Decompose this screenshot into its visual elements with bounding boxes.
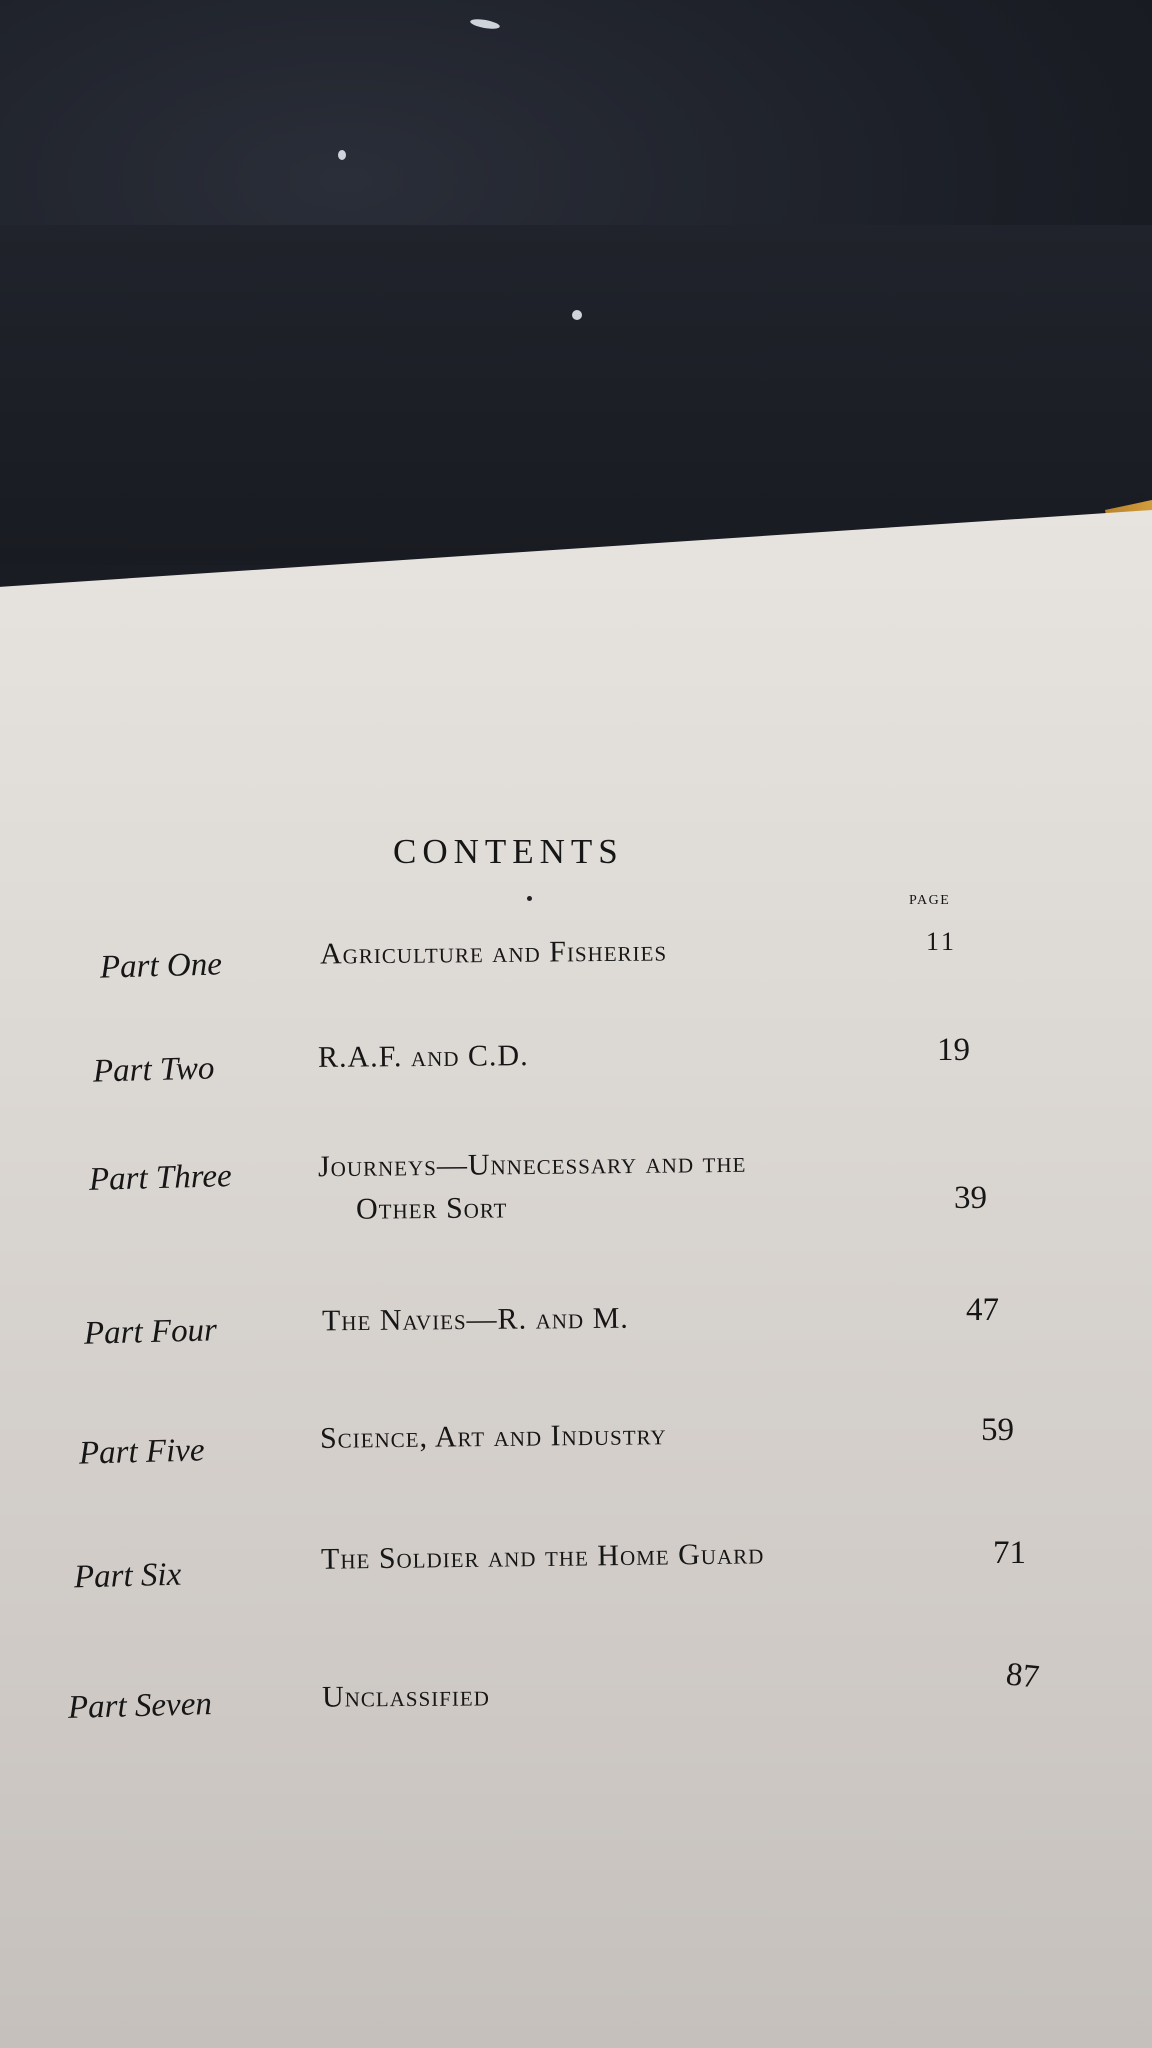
ornament-dot [527,896,532,901]
contents-heading: CONTENTS [393,832,624,871]
toc-part-label: Part Five [78,1432,205,1472]
toc-entry-title: Science, Art and Industry [319,1418,667,1455]
book-page [0,510,1152,2048]
toc-entry-title: R.A.F. and C.D. [317,1039,529,1074]
toc-page-number: 39 [954,1180,987,1216]
toc-entry-title-line1: Journeys—Unnecessary and the [317,1145,747,1184]
book-board-edge [0,225,1152,565]
toc-page-number: 19 [937,1032,970,1068]
dust-speck [572,310,582,320]
toc-page-number: 47 [966,1292,999,1328]
page-column-label: PAGE [909,893,951,908]
toc-part-label: Part One [99,946,223,986]
toc-part-label: Part Six [73,1556,182,1596]
toc-part-label: Part Two [92,1050,215,1090]
toc-entry-title: The Soldier and the Home Guard [320,1537,765,1576]
toc-part-label: Part Seven [67,1686,213,1726]
toc-part-label: Part Four [83,1312,218,1352]
toc-entry-title-line2: Other Sort [355,1191,508,1226]
toc-entry-title: The Navies—R. and M. [321,1301,629,1338]
toc-page-number: 11 [926,927,958,956]
toc-page-number: 59 [981,1412,1014,1448]
toc-entry-title: Unclassified [321,1679,490,1714]
toc-page-number: 87 [1004,1656,1041,1696]
toc-page-number: 71 [993,1535,1026,1571]
toc-entry-title: Agriculture and Fisheries [319,934,668,971]
toc-part-label: Part Three [88,1158,233,1198]
dust-speck [338,150,346,160]
